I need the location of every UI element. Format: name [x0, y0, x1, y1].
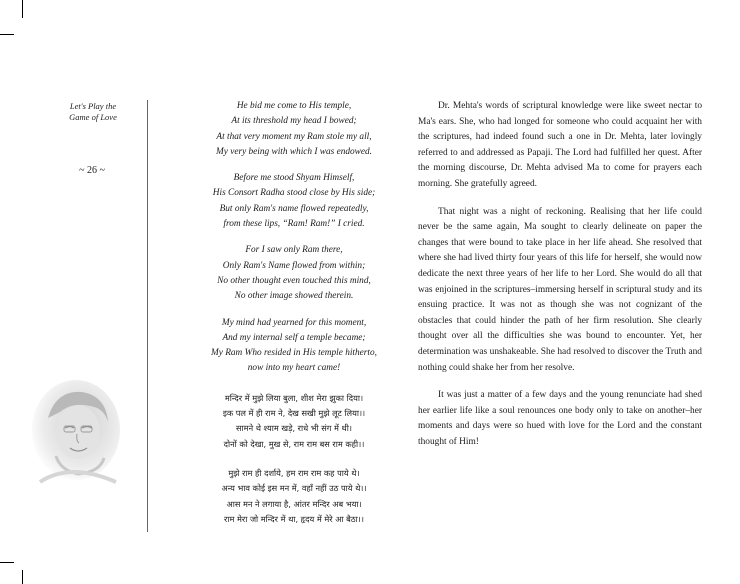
verse-line: now into my heart came! [247, 363, 341, 374]
prose-line: and its ensuing practice. It was not as though she was [418, 284, 702, 311]
verse-line: At that very moment my Ram stole my all, [216, 131, 372, 142]
hindi-line: मुझे राम ही दर्शाये, हम राम राम कह पाये थे। [228, 467, 360, 478]
verse-line: No other image showed therein. [234, 291, 354, 302]
verse-line: My Ram Who resided in His temple hitherto, [211, 348, 377, 359]
prose-line: her life could never be the same again, Ma sought to [418, 206, 702, 233]
prose-line: in the scriptures–immersing herself in scriptural study [470, 284, 677, 295]
prose-line: She gratefully agreed. [454, 178, 537, 189]
prose-paragraph [418, 99, 702, 193]
verse-stanza [190, 316, 398, 377]
hindi-line: राम मेरा जो मन्दिर में था, हृदय में मेरे आ बैठा।। [224, 513, 364, 524]
prose-line: her resolve. [530, 362, 575, 373]
prose-line: were so hued with love for the Lord and the constant [493, 421, 702, 432]
verse-line: His Consort Radha stood close by His side; [212, 188, 376, 199]
prose-line: like sweet nectar to Ma's ears. She, who had longed for [418, 101, 703, 127]
prose-paragraph [418, 205, 702, 377]
crop-mark-bottom-vertical [22, 570, 23, 584]
portrait-sketch-icon [20, 378, 122, 490]
prose-line: thought of Him! [418, 436, 479, 447]
hindi-line: सामने थे श्याम खड़े, राधे भी संग में थी। [236, 423, 352, 434]
hindi-line: आस मन ने लगाया है, आंतर मन्दिर अब भया। [226, 498, 362, 509]
verse-line: from these lips, “Ram! Ram!” I cried. [223, 219, 365, 230]
prose-line: path of her firm resolution. She clearly thought over [418, 315, 703, 342]
prose-line: It was just a matter of a few days and the young [438, 390, 627, 401]
hindi-line: मन्दिर में मुझे लिया बुला, शीश मेरा झुका दिया। [224, 392, 364, 403]
prose-line: had fulfilled her quest. After the morning discourse, [418, 147, 702, 174]
prose-paragraph [418, 388, 702, 450]
prose-line: to take place in her life ahead. She resolved that where [418, 237, 702, 264]
crop-mark-top-vertical [22, 0, 23, 18]
hindi-line: दोनों को देखा, मुख से, राम राम बस राम कही।। [223, 438, 365, 449]
prose-line: all the difficulties she was bound to encounter. Yet, her [473, 331, 702, 342]
prose-line: renunciate had shed her earlier life like a soul renounces [418, 390, 703, 416]
prose-line: Dr. Mehta's words of scriptural knowledge were [438, 101, 627, 111]
prose-line: clearly delineate on paper the changes that were bound [418, 222, 703, 248]
verse-line: Only Ram's Name flowed from within; [222, 260, 366, 271]
column-divider [147, 100, 148, 532]
prose-line: That night was a night of reckoning. Realising that [438, 206, 649, 217]
prose-line: one body only to take on another–her moments and days [418, 405, 702, 432]
verse-line: And my internal self a temple became; [222, 332, 366, 343]
running-head [52, 101, 134, 123]
verse-line: But only Ram's name flowed repeatedly, [219, 203, 369, 214]
prose-line: life to her Lord. She would do all that was enjoined [418, 268, 702, 295]
prose-line: not cognizant of the obstacles that could hinder the [418, 300, 702, 326]
prose-line: discover the Truth and nothing could shake her from [418, 346, 702, 373]
verse-line: He bid me come to His temple, [236, 101, 352, 111]
crop-mark-bottom-horizontal [0, 562, 14, 563]
verse-line: No other thought even touched this mind, [217, 275, 371, 286]
verse-line: For I saw only Ram there, [245, 245, 343, 256]
verse-line: My mind had yearned for this moment, [221, 317, 367, 328]
verse-stanza [190, 171, 398, 232]
verse-line: My very being with which I was endowed. [216, 146, 372, 157]
prose-line: someone who could acquaint her with the scriptures, [418, 116, 702, 143]
prose-line: had indeed found such a one in Dr. Mehta, later [475, 132, 671, 143]
prose-line: Dr. Mehta advised Ma to come for prayers each morning. [418, 163, 702, 189]
hindi-line: अन्य भाव कोई इस मन में, वहाँ नहीं उठ पाये थे।। [221, 483, 367, 494]
verse-line: At its threshold my head I bowed; [231, 116, 357, 127]
running-head-line-1: Let's Play the [69, 101, 117, 111]
page-number: ~ 26 ~ [79, 165, 105, 176]
hindi-line: इक पल में ही राम ने, देख सखी मुझे लूट लिया।। [222, 408, 366, 419]
crop-mark-top-horizontal [0, 34, 14, 35]
running-head-line-2: Game of Love [69, 112, 117, 122]
prose-line: determination was unshakeable. She had resolved to [418, 346, 618, 357]
verse-stanza [190, 99, 398, 160]
verse-stanza [190, 243, 398, 304]
prose-column [418, 99, 702, 462]
prose-line: she would now dedicate the next three years of her [418, 253, 702, 279]
verse-line: Before me stood Shyam Himself, [233, 173, 355, 184]
prose-line: she had lived thirty four years of this life for herself, [443, 253, 645, 264]
verse-column [190, 99, 398, 541]
hindi-stanza [190, 391, 398, 452]
prose-line: lovingly referred to and addressed as Papaji. The Lord [418, 132, 702, 158]
hindi-stanza [190, 466, 398, 527]
